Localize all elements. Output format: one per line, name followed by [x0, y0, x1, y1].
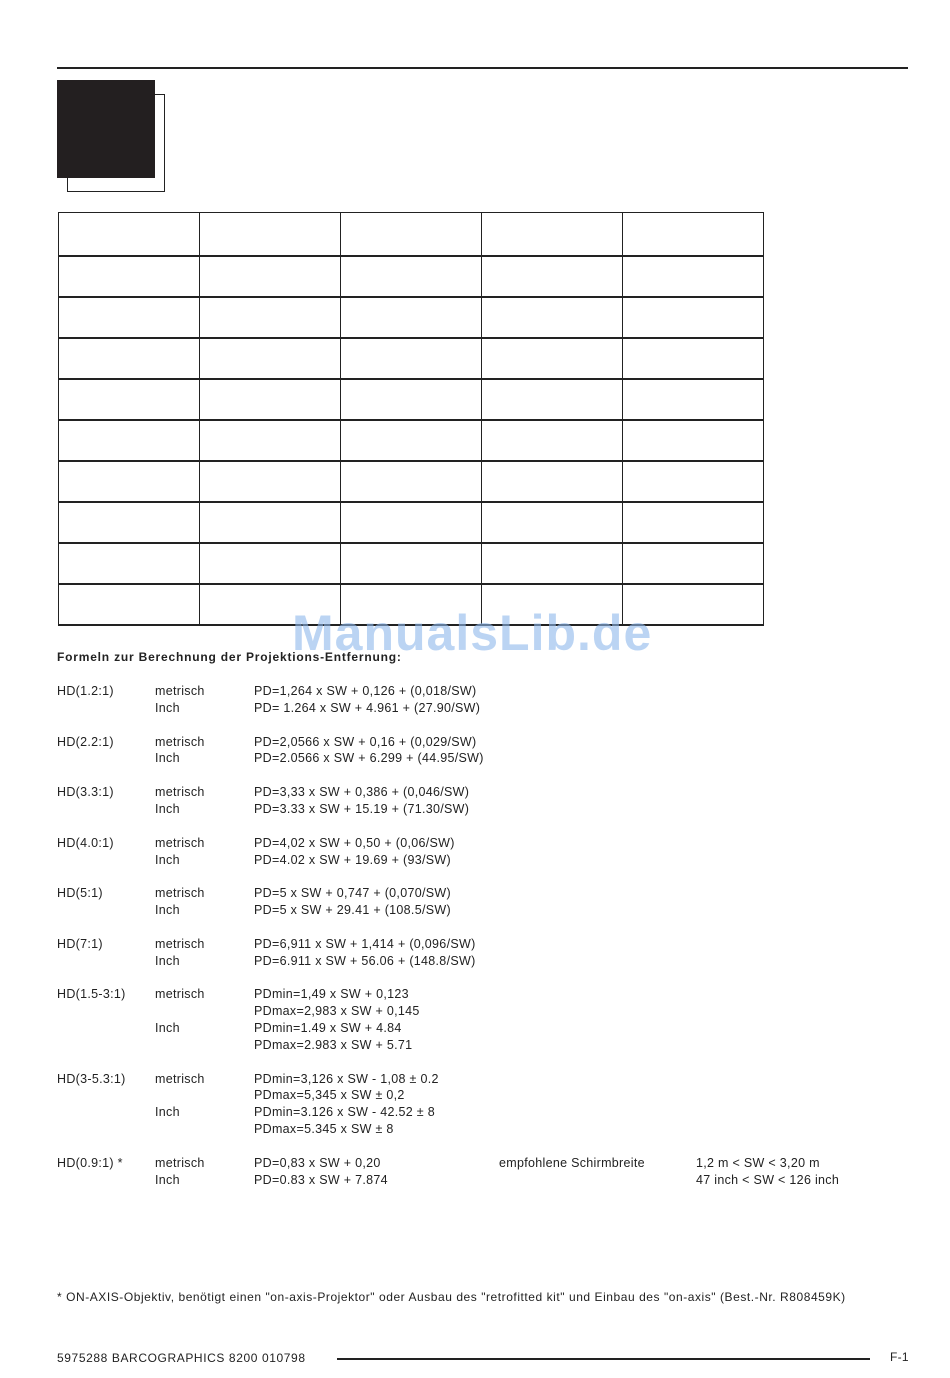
table-header-cell [59, 213, 200, 257]
screen-width-range: 47 inch < SW < 126 inch [696, 1173, 840, 1187]
unit-label: metrisch [155, 735, 205, 749]
unit-label: metrisch [155, 987, 205, 1001]
formula-text: PD=6,911 x SW + 1,414 + (0,096/SW) [254, 937, 476, 951]
lens-model: HD(0.9:1) * [57, 1156, 123, 1170]
formula-row [0, 853, 950, 870]
formula-row [0, 1105, 950, 1122]
table-cell [200, 420, 341, 461]
formula-text: PDmax=2,983 x SW + 0,145 [254, 1004, 420, 1018]
table-cell [200, 461, 341, 502]
formula-row [0, 735, 950, 752]
table-cell [341, 338, 482, 379]
formula-text: PDmax=2.983 x SW + 5.71 [254, 1038, 413, 1052]
formula-row [0, 701, 950, 718]
table-cell [623, 502, 764, 543]
formula-row [0, 886, 950, 903]
table-cell [59, 584, 200, 625]
table-cell [482, 543, 623, 584]
table-cell [200, 502, 341, 543]
formula-text: PD=2.0566 x SW + 6.299 + (44.95/SW) [254, 751, 484, 765]
formula-row [0, 1122, 950, 1139]
table-cell [59, 461, 200, 502]
table-cell [200, 297, 341, 338]
page-number: F-1 [890, 1350, 909, 1364]
table-cell [341, 543, 482, 584]
table-header-cell [341, 213, 482, 257]
lens-model: HD(3.3:1) [57, 785, 114, 799]
formula-row [0, 903, 950, 920]
formula-text: PDmin=1,49 x SW + 0,123 [254, 987, 409, 1001]
formula-row [0, 751, 950, 768]
formula-row [0, 1021, 950, 1038]
formula-text: PD=4,02 x SW + 0,50 + (0,06/SW) [254, 836, 455, 850]
table-cell [623, 297, 764, 338]
table-cell [200, 543, 341, 584]
formula-text: PD= 1.264 x SW + 4.961 + (27.90/SW) [254, 701, 481, 715]
formula-text: PDmin=3,126 x SW - 1,08 ± 0.2 [254, 1072, 439, 1086]
formula-row [0, 802, 950, 819]
formula-row [0, 684, 950, 701]
formula-row [0, 1088, 950, 1105]
table-cell [59, 502, 200, 543]
formula-text: PD=4.02 x SW + 19.69 + (93/SW) [254, 853, 451, 867]
formula-text: PD=2,0566 x SW + 0,16 + (0,029/SW) [254, 735, 477, 749]
table-cell [200, 379, 341, 420]
unit-label: Inch [155, 751, 180, 765]
recommendation-note: empfohlene Schirmbreite [499, 1156, 645, 1170]
table-cell [482, 420, 623, 461]
table-cell [482, 379, 623, 420]
formula-row [0, 1173, 950, 1190]
empty-lens-table [58, 212, 764, 626]
formula-text: PDmin=1.49 x SW + 4.84 [254, 1021, 402, 1035]
table-cell [482, 502, 623, 543]
table-cell [59, 420, 200, 461]
watermark: ManualsLib.de [292, 605, 653, 661]
table-cell [482, 338, 623, 379]
table-cell [623, 256, 764, 297]
section-title: Formeln zur Berechnung der Projektions-Entfernung: [57, 650, 402, 664]
table-header-cell [482, 213, 623, 257]
table-cell [482, 297, 623, 338]
unit-label: Inch [155, 701, 180, 715]
unit-label: metrisch [155, 684, 205, 698]
table-header-cell [623, 213, 764, 257]
table-cell [623, 461, 764, 502]
formula-text: PDmin=3.126 x SW - 42.52 ± 8 [254, 1105, 435, 1119]
formula-row [0, 937, 950, 954]
table-cell [341, 379, 482, 420]
formula-row [0, 1038, 950, 1055]
table-cell [623, 338, 764, 379]
unit-label: Inch [155, 903, 180, 917]
table-cell [623, 543, 764, 584]
formula-text: PD=0,83 x SW + 0,20 [254, 1156, 381, 1170]
formula-text: PD=6.911 x SW + 56.06 + (148.8/SW) [254, 954, 476, 968]
unit-label: metrisch [155, 836, 205, 850]
table-cell [59, 543, 200, 584]
formula-text: PD=5 x SW + 29.41 + (108.5/SW) [254, 903, 451, 917]
lens-model: HD(2.2:1) [57, 735, 114, 749]
table-cell [341, 420, 482, 461]
formula-row [0, 987, 950, 1004]
unit-label: Inch [155, 802, 180, 816]
unit-label: Inch [155, 954, 180, 968]
formula-text: PDmax=5,345 x SW ± 0,2 [254, 1088, 405, 1102]
table-cell [623, 379, 764, 420]
table-cell [482, 461, 623, 502]
unit-label: Inch [155, 1173, 180, 1187]
footnote: * ON-AXIS-Objektiv, benötigt einen "on-axis-Projektor" oder Ausbau des "retrofitted kit" und Einbau des "on-axis" (Best.-Nr. R808459K) [57, 1290, 846, 1304]
lens-model: HD(7:1) [57, 937, 103, 951]
formula-row [0, 1156, 950, 1173]
unit-label: metrisch [155, 785, 205, 799]
unit-label: Inch [155, 1021, 180, 1035]
table-cell [623, 420, 764, 461]
table-cell [200, 338, 341, 379]
table-cell [341, 461, 482, 502]
table-cell [482, 256, 623, 297]
unit-label: metrisch [155, 886, 205, 900]
lens-model: HD(1.5-3:1) [57, 987, 126, 1001]
formula-text: PD=1,264 x SW + 0,126 + (0,018/SW) [254, 684, 477, 698]
unit-label: metrisch [155, 937, 205, 951]
unit-label: Inch [155, 1105, 180, 1119]
formula-row [0, 836, 950, 853]
table-cell [341, 502, 482, 543]
formula-text: PD=3,33 x SW + 0,386 + (0,046/SW) [254, 785, 470, 799]
table-header-cell [200, 213, 341, 257]
formula-row [0, 1072, 950, 1089]
formula-text: PDmax=5.345 x SW ± 8 [254, 1122, 394, 1136]
table-cell [341, 256, 482, 297]
table-cell [200, 256, 341, 297]
screen-width-range: 1,2 m < SW < 3,20 m [696, 1156, 820, 1170]
lens-model: HD(3-5.3:1) [57, 1072, 126, 1086]
table-cell [59, 338, 200, 379]
unit-label: Inch [155, 853, 180, 867]
table-cell [59, 297, 200, 338]
formula-row [0, 1004, 950, 1021]
table-cell [341, 297, 482, 338]
formula-row [0, 954, 950, 971]
table-cell [59, 379, 200, 420]
formula-row [0, 785, 950, 802]
unit-label: metrisch [155, 1156, 205, 1170]
header-rule [57, 67, 908, 69]
formula-text: PD=5 x SW + 0,747 + (0,070/SW) [254, 886, 451, 900]
lens-model: HD(1.2:1) [57, 684, 114, 698]
chapter-tab-block [57, 80, 155, 178]
footer-doc-ref: 5975288 BARCOGRAPHICS 8200 010798 [57, 1351, 306, 1365]
table-cell [59, 256, 200, 297]
formula-text: PD=0.83 x SW + 7.874 [254, 1173, 388, 1187]
formula-text: PD=3.33 x SW + 15.19 + (71.30/SW) [254, 802, 470, 816]
lens-model: HD(5:1) [57, 886, 103, 900]
footer-rule [337, 1358, 870, 1360]
lens-model: HD(4.0:1) [57, 836, 114, 850]
unit-label: metrisch [155, 1072, 205, 1086]
